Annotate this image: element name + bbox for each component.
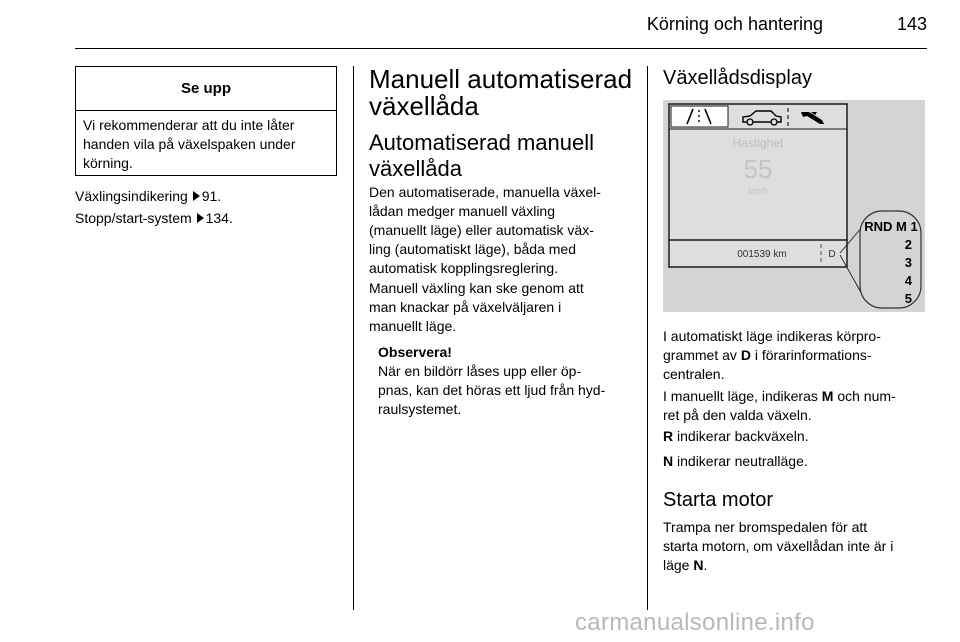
text-line (663, 556, 893, 575)
text-run: . (703, 557, 708, 573)
section-title-line: växellåda (369, 91, 479, 121)
text-run: i förarinformations- (750, 347, 872, 363)
running-header-title: Körning och hantering (646, 14, 823, 34)
caution-text (76, 111, 336, 178)
text-line: ling (automatiskt läge), båda med (369, 241, 576, 257)
text-line: centralen. (663, 366, 725, 382)
text-run: indikerar backväxeln. (673, 428, 809, 444)
text-line: automatisk kopplingsreglering. (369, 260, 559, 276)
start-engine-title: Starta motor (663, 489, 774, 511)
odometer-readout: 001539 km (737, 249, 787, 260)
text-line: raulsystemet. (378, 401, 462, 417)
gearbox-display-illustration (663, 100, 925, 312)
subsection-title-line: växellåda (369, 156, 462, 181)
subsection-title-line: Automatiserad manuell (369, 130, 595, 155)
text-line: Trampa ner bromspedalen för att (663, 519, 868, 535)
gear-number: 4 (904, 273, 912, 288)
text-line: Den automatiserade, manuella växel- (369, 184, 601, 200)
reference-shift-indication[interactable] (75, 187, 221, 206)
section-title (369, 66, 632, 120)
paragraph-neutral (663, 452, 808, 471)
caution-line: körning. (83, 155, 133, 171)
text-run: I manuellt läge, indikeras (663, 388, 822, 404)
reference-label: Växlingsindikering (75, 188, 188, 204)
text-line: man knackar på växelväljaren i (369, 299, 562, 315)
caution-line: Vi rekommenderar att du inte låter (83, 117, 295, 133)
subsection-title (369, 130, 594, 182)
watermark: carmanualsonline.info (575, 609, 815, 636)
gear-letter-m: M (821, 388, 834, 404)
reference-page: 134. (205, 210, 233, 226)
text-line: Manuell växling kan ske genom att (369, 280, 584, 296)
paragraph-auto-mode (663, 327, 881, 384)
gear-letter-r: R (663, 428, 674, 444)
gear-letter-n: N (693, 557, 704, 573)
gear-positions-row: RND M 1 (864, 219, 918, 234)
reference-page: 91. (201, 188, 222, 204)
note-title: Observera! (378, 344, 452, 360)
note-block (378, 343, 605, 419)
text-line (663, 387, 896, 406)
column-divider-right (647, 66, 648, 610)
text-line (663, 346, 881, 365)
speed-label: Hastighet (732, 136, 784, 150)
text-line: (manuellt läge) eller automatisk väx- (369, 222, 594, 238)
text-line: ret på den valda växeln. (663, 407, 812, 423)
gear-number: 5 (904, 291, 912, 306)
caution-title: Se upp (76, 67, 336, 111)
page-number: 143 (896, 14, 927, 34)
column-divider-left (353, 66, 354, 610)
paragraph-reverse (663, 427, 809, 446)
paragraph-manual-shift (369, 279, 584, 336)
paragraph-start-engine (663, 518, 893, 575)
text-line: När en bildörr låses upp eller öp- (378, 363, 582, 379)
text-run: och num- (833, 388, 896, 404)
caution-line: handen vila på växelspaken under (83, 136, 296, 152)
text-line: I automatiskt läge indikeras körpro- (663, 328, 881, 344)
road-icon (671, 106, 728, 127)
gear-number: 2 (904, 237, 912, 252)
paragraph-manual-mode (663, 387, 896, 425)
text-line: manuellt läge. (369, 318, 457, 334)
text-line: starta motorn, om växellådan inte är i (663, 538, 894, 554)
text-run: grammet av (663, 347, 741, 363)
text-line: lådan medger manuell växling (369, 203, 555, 219)
text-line: pnas, kan det höras ett ljud från hyd- (378, 382, 606, 398)
page-reference-arrow-icon (197, 213, 204, 223)
paragraph-intro (369, 183, 601, 278)
display-section-title: Växellådsdisplay (663, 67, 812, 89)
text-run: indikerar neutralläge. (673, 453, 808, 469)
reference-stop-start[interactable] (75, 209, 233, 228)
section-title-line: Manuell automatiserad (369, 64, 633, 94)
gear-number: 3 (904, 255, 912, 270)
page-reference-arrow-icon (193, 191, 200, 201)
gear-letter-d: D (740, 347, 751, 363)
caution-box (75, 66, 337, 176)
current-gear-indicator: D (828, 249, 836, 260)
speed-unit: km/h (748, 186, 768, 196)
speed-value: 55 (743, 154, 773, 184)
text-run: läge (663, 557, 694, 573)
header-rule (75, 48, 927, 49)
gear-letter-n: N (663, 453, 674, 469)
reference-label: Stopp/start-system (75, 210, 192, 226)
